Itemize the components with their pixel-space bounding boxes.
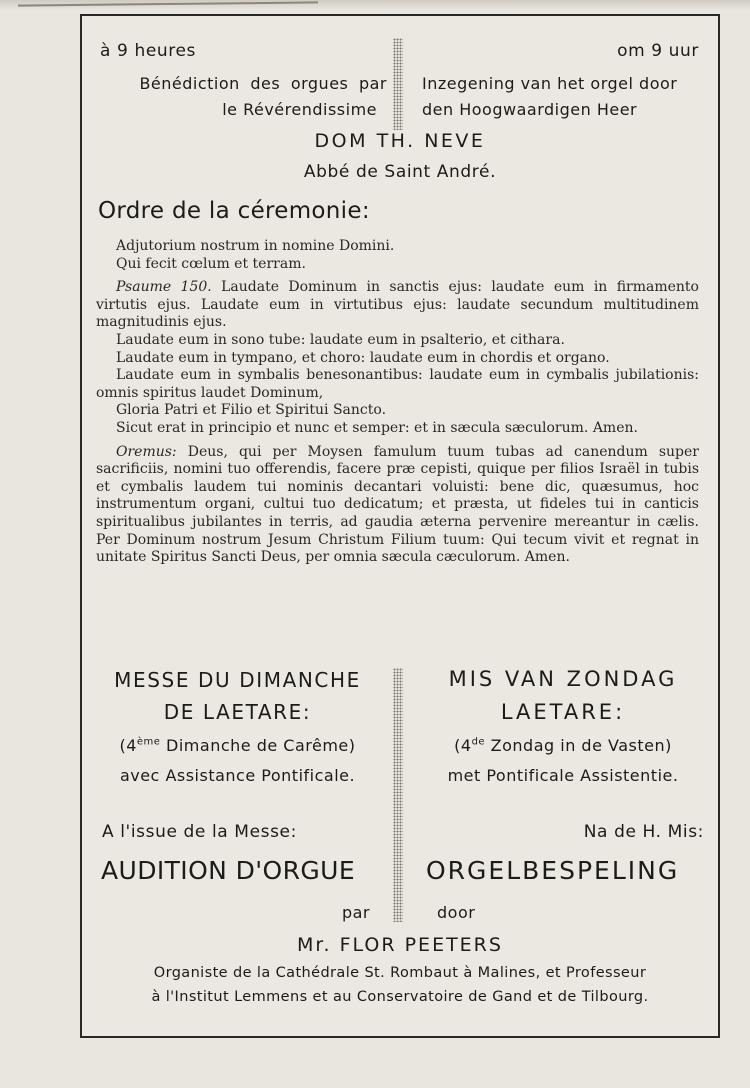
recital-title-fr: AUDITION D'ORGUE — [101, 856, 356, 885]
column-divider-bottom — [393, 668, 403, 922]
recital-by-fr: par — [341, 903, 370, 922]
time-fr: à 9 heures — [100, 41, 196, 61]
psalm-text: Laudate Dominum in sanctis ejus: laudate eum in firmamento virtutis ejus. Laudate eum in virtutibus ejus: laudate secundum multitudinem magnitudinis ejus. — [96, 279, 699, 331]
recital-intro-fr: A l'issue de la Messe: — [102, 822, 297, 842]
celebrant-name: DOM TH. NEVE — [314, 130, 486, 152]
mass-fr-line3-prefix: (4 — [119, 736, 137, 755]
oremus-paragraph — [96, 444, 699, 567]
mass-fr-line3-sup: ème — [136, 736, 161, 748]
mass-nl-line2: LAETARE: — [500, 700, 626, 724]
column-divider-top — [393, 38, 403, 130]
mass-nl-line3-sup: de — [471, 736, 486, 748]
performer-name: Mr. FLOR PEETERS — [297, 934, 503, 956]
psalm-verse: Laudate eum in sono tube: laudate eum in psalterio, et cithara. — [116, 331, 565, 348]
doxology-line: Gloria Patri et Filio et Spiritui Sancto. — [116, 402, 387, 419]
performer-bio-line2: à l'Institut Lemmens et au Conservatoire de Gand et de Tilbourg. — [151, 989, 649, 1005]
performer-bio-line1: Organiste de la Cathédrale St. Rombaut à Malines, et Professeur — [153, 965, 647, 981]
psalm-label: Psaume 150. — [116, 279, 212, 296]
ceremony-heading: Ordre de la céremonie: — [98, 198, 370, 224]
blessing-nl-line2: den Hoogwaardigen Heer — [422, 100, 638, 119]
mass-nl-line3-rest: Zondag in de Vasten) — [485, 736, 672, 755]
mass-nl-line3-prefix: (4 — [454, 736, 472, 755]
mass-fr-line1: MESSE DU DIMANCHE — [114, 668, 361, 692]
celebrant-title: Abbé de Saint André. — [303, 162, 497, 182]
recital-by-nl: door — [437, 903, 476, 922]
mass-nl-line4: met Pontificale Assistentie. — [447, 766, 679, 785]
mass-nl-line3 — [413, 736, 713, 755]
recital-title-nl: ORGELBESPELING — [426, 856, 680, 885]
liturgy-line: Qui fecit cœlum et terram. — [116, 255, 306, 272]
recital-intro-nl: Na de H. Mis: — [583, 822, 704, 842]
mass-fr-line3-rest: Dimanche de Carême) — [160, 736, 356, 755]
psalm-paragraph — [96, 279, 699, 332]
blessing-fr-line2: le Révérendissime — [222, 100, 377, 119]
oremus-label: Oremus: — [116, 443, 177, 460]
doxology-line: Sicut erat in principio et nunc et semper: et in sæcula sæculorum. Amen. — [116, 419, 638, 436]
time-nl: om 9 uur — [617, 41, 699, 61]
oremus-text: Deus, qui per Moysen famulum tuum tubas ad canendum super sacrificiis, nomini tuo offerendis, facere præ cepisti, quique per filios Israël in tubis et cymbalis laudem tui nominis decantari voluisti: bene dic, quæsumus, hoc instrumentum organi, cultui tuo dedicatum; et præsta, ut fideles tui in canticis spiritualibus jubilantes in terris, ad gaudia æterna pervenire mereantur in cælis. Per Dominum nostrum Jesum Christum Filium tuum: Qui tecum vivit et regnat in unitate Spiritus Sancti Deus, per omnia sæcula cæculorum. Amen. — [96, 443, 699, 566]
liturgy-line: Adjutorium nostrum in nomine Domini. — [116, 238, 395, 254]
blessing-fr-line1: Bénédiction des orgues par — [139, 74, 387, 93]
mass-fr-line3 — [90, 736, 385, 755]
blessing-nl-line1: Inzegening van het orgel door — [422, 74, 678, 93]
mass-fr-line2: DE LAETARE: — [163, 700, 312, 724]
mass-fr-line4: avec Assistance Pontificale. — [119, 766, 356, 785]
psalm-verse: Laudate eum in symbalis benesonantibus: laudate eum in cymbalis jubilationis: omnis spiritus laudet Dominum, — [96, 367, 699, 401]
psalm-verse: Laudate eum in tympano, et choro: laudate eum in chordis et organo. — [116, 349, 610, 366]
mass-nl-line1: MIS VAN ZONDAG — [448, 667, 678, 691]
liturgy-text — [96, 238, 699, 567]
